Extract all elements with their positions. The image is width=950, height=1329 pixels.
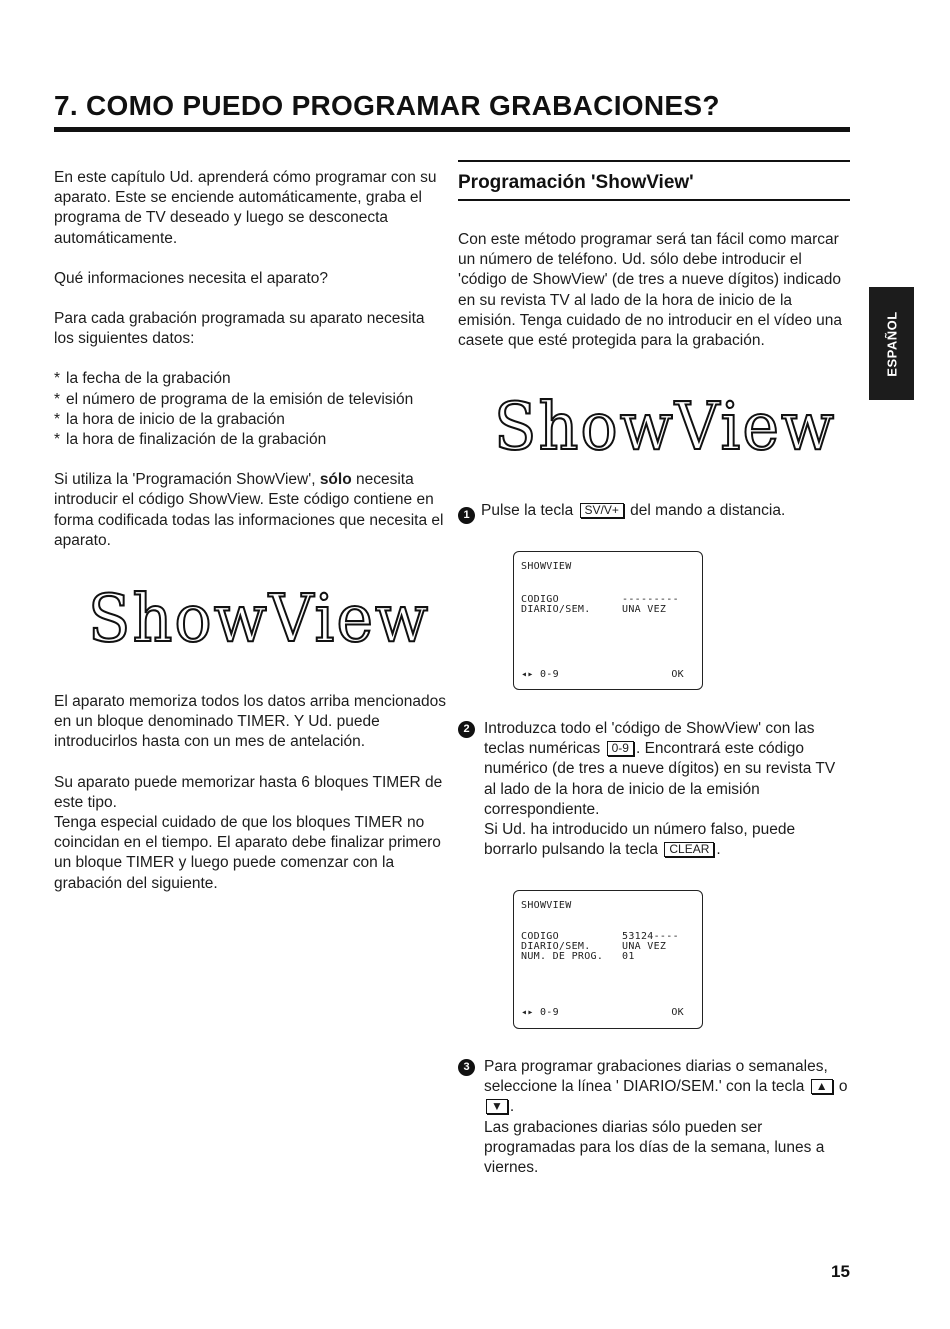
timer-paragraph: El aparato memoriza todos los datos arriba mencionados en un bloque denominado TIMER. Y Ud. puede introducirlos hasta con un mes de antelación. xyxy=(54,693,447,751)
osd-ok-hint: OK xyxy=(671,669,684,680)
required-data-list xyxy=(54,369,446,450)
language-tab-label: ESPAÑOL xyxy=(884,310,899,377)
step-1: 1 Pulse la tecla SV/V+ del mando a distancia. xyxy=(458,501,850,524)
showview-logo: ShowView xyxy=(88,580,431,657)
osd-row-value: 01 xyxy=(622,951,635,962)
list-item: * la hora de finalización de la grabación xyxy=(54,430,446,450)
osd-row-label: NUM. DE PROG. xyxy=(521,951,604,962)
subheading-rule-bottom xyxy=(458,199,850,201)
osd-nav-hint: ◂▸ 0-9 xyxy=(521,1007,559,1018)
osd-screen-2 xyxy=(513,890,703,1029)
osd-title: SHOWVIEW xyxy=(521,561,572,572)
osd-row-label: DIARIO/SEM. xyxy=(521,941,591,952)
page-number: 15 xyxy=(831,1262,850,1281)
subheading-rule-top xyxy=(458,160,850,162)
step-2: 2 Introduzca todo el 'código de ShowView' con las teclas numéricas 0-9 . Encontrará este código numérico (de tres a nueve dígitos) en su revista TV al lado de la hora de inicio de la emisión correspondiente. Si Ud. ha introducido un número falso, puede borrarlo pulsando la tecla CLEAR . xyxy=(458,719,850,860)
step-number-badge: 3 xyxy=(458,1059,475,1076)
section-subheading: Programación 'ShowView' xyxy=(458,172,694,193)
list-item: * la hora de inicio de la grabación xyxy=(54,410,446,430)
timer-count-paragraph: Su aparato puede memorizar hasta 6 bloques TIMER de este tipo. xyxy=(54,773,443,811)
left-column-lower xyxy=(54,692,446,894)
osd-row-value: UNA VEZ xyxy=(622,604,667,615)
intro-paragraph: En este capítulo Ud. aprenderá cómo programar con su aparato. Este se enciende automáticamente, graba el programa de TV deseado y luego se desconecta automáticamente. xyxy=(54,169,437,247)
list-item: * el número de programa de la emisión de televisión xyxy=(54,390,446,410)
step-3: 3 Para programar grabaciones diarias o semanales, seleccione la línea ' DIARIO/SEM.' con la tecla ▲ o ▼ . Las grabaciones diarias sólo pueden ser programadas para los días de la semana, lunes a viernes. xyxy=(458,1057,850,1178)
emphasis-text: sólo xyxy=(319,471,352,489)
osd-row-label: DIARIO/SEM. xyxy=(521,604,591,615)
left-column xyxy=(54,168,446,551)
osd-row-label: CODIGO xyxy=(521,594,559,605)
step-number-badge: 2 xyxy=(458,721,475,738)
language-tab xyxy=(869,287,914,400)
question-paragraph: Qué informaciones necesita el aparato? xyxy=(54,269,328,287)
sv-v-plus-key: SV/V+ xyxy=(580,503,624,518)
title-rule xyxy=(54,127,850,132)
data-needed-paragraph: Para cada grabación programada su aparato necesita los siguientes datos: xyxy=(54,310,425,348)
osd-row-label: CODIGO xyxy=(521,931,559,942)
step-number-badge: 1 xyxy=(458,507,475,524)
step-3-note: Las grabaciones diarias sólo pueden ser programadas para los días de la semana, lunes a viernes. xyxy=(484,1118,825,1177)
osd-title: SHOWVIEW xyxy=(521,900,572,911)
showview-intro: Con este método programar será tan fácil como marcar un número de teléfono. Ud. sólo debe introducir el 'código de ShowView' (de tres a nueve dígitos) indicado en su revista TV al lado de la hora de inicio de la emisión. Tenga cuidado de no introducir en el vídeo una casete que esté protegida para la grabación. xyxy=(458,231,843,350)
osd-ok-hint: OK xyxy=(671,1007,684,1018)
down-arrow-key: ▼ xyxy=(486,1099,508,1114)
clear-key: CLEAR xyxy=(664,842,714,857)
number-keys: 0-9 xyxy=(607,741,634,756)
osd-row-value: --------- xyxy=(622,594,679,605)
showview-usage-paragraph: Si utiliza la 'Programación ShowView', sólo necesita introducir el código ShowView. Este código contiene en forma codificada todas las informaciones que necesita el aparato. xyxy=(54,471,444,549)
list-item: * la fecha de la grabación xyxy=(54,369,446,389)
osd-row-value: UNA VEZ xyxy=(622,941,667,952)
up-arrow-key: ▲ xyxy=(811,1079,833,1094)
osd-row-value: 53124---- xyxy=(622,931,679,942)
timer-warning-paragraph: Tenga especial cuidado de que los bloques TIMER no coincidan en el tiempo. El aparato debe finalizar primero un bloque TIMER y luego puede comenzar con la grabación del siguiente. xyxy=(54,814,441,892)
osd-screen-1 xyxy=(513,551,703,690)
showview-logo: ShowView xyxy=(494,388,837,465)
page-title: 7. COMO PUEDO PROGRAMAR GRABACIONES? xyxy=(54,90,720,121)
osd-nav-hint: ◂▸ 0-9 xyxy=(521,669,559,680)
